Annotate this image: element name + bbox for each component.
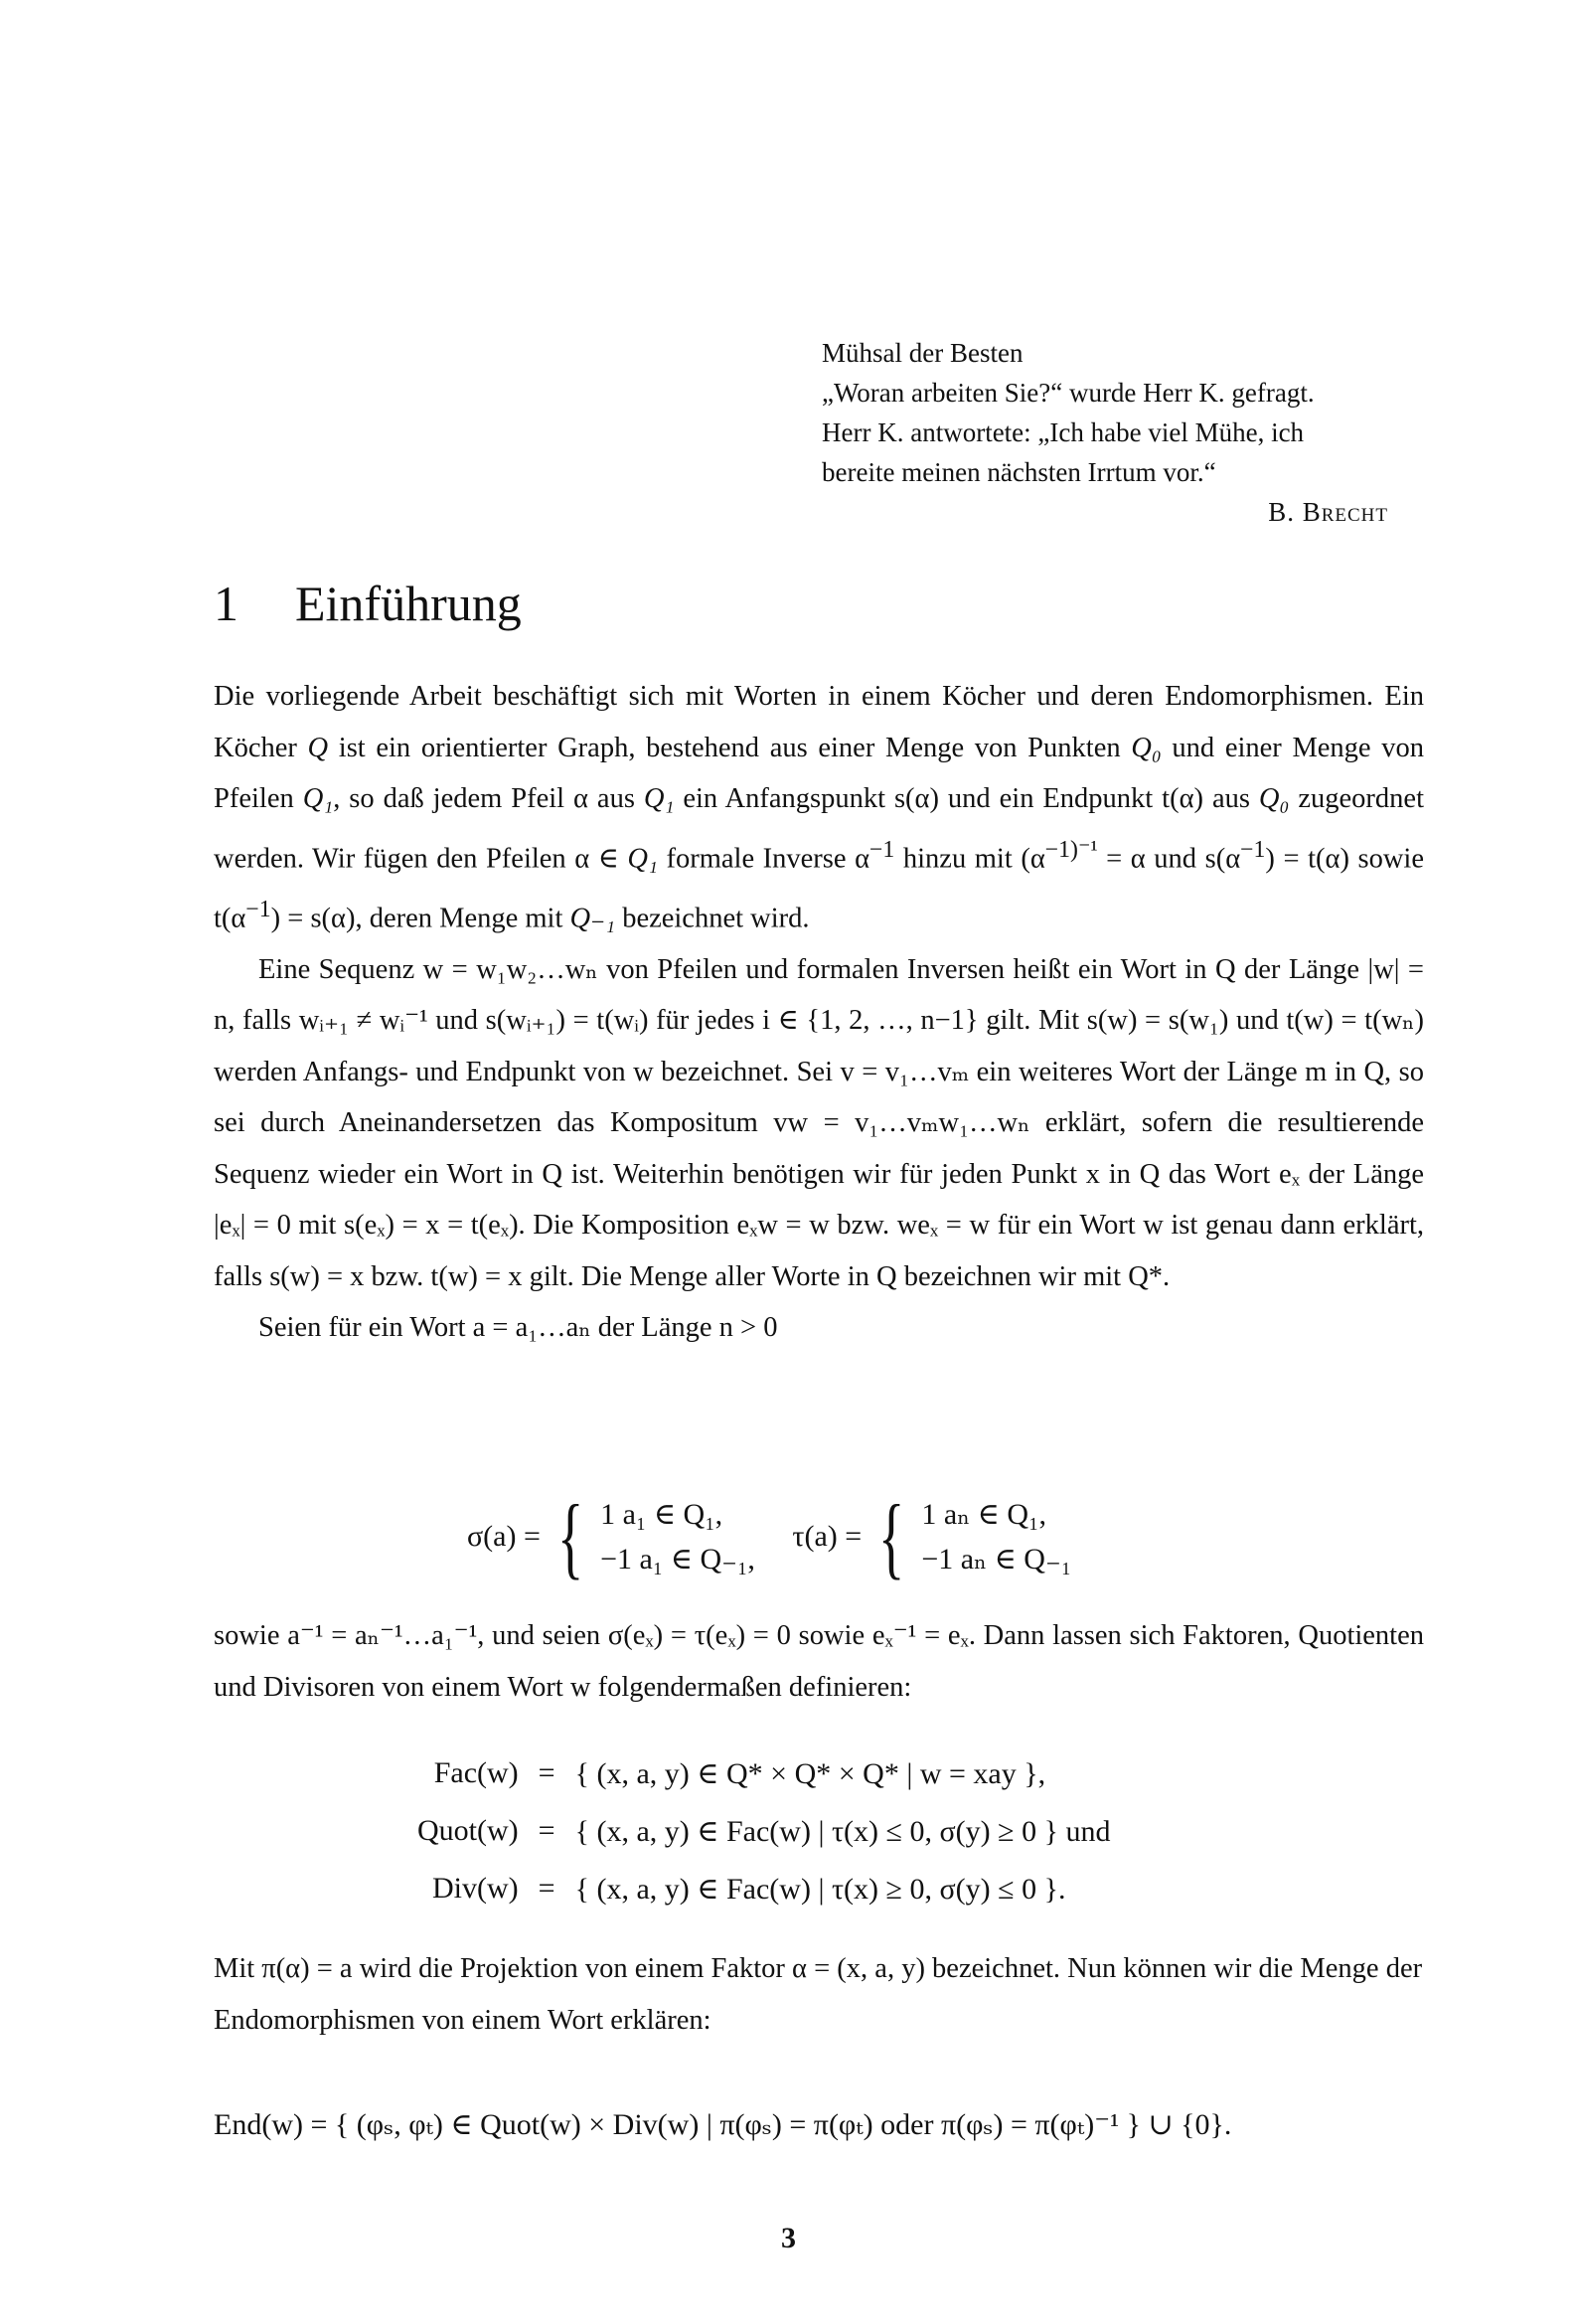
epigraph-line: bereite meinen nächsten Irrtum vor.“: [822, 457, 1216, 487]
definition-row: [407, 1744, 1120, 1802]
text: formale Inverse α: [657, 843, 870, 874]
body-text-2: [214, 1610, 1424, 1713]
definition-row: [407, 1860, 1120, 1917]
definition-lhs: Div(w): [432, 1872, 519, 1905]
definition-row: [407, 1802, 1120, 1860]
page-number: 3: [781, 2222, 796, 2254]
sigma-lhs: σ(a) =: [467, 1520, 541, 1553]
definition-eq: =: [538, 1872, 555, 1905]
math: Q₀: [1258, 783, 1290, 814]
definition-eq: =: [538, 1756, 555, 1789]
epigraph-title: Mühsal der Besten: [822, 338, 1024, 368]
text: bezeichnet wird.: [615, 903, 810, 933]
math: −1)⁻¹: [1044, 836, 1098, 863]
text: und einer Menge von Pfeilen: [214, 732, 1424, 814]
text: ist ein orientierter Graph, bestehend aus einer Menge von Punkten: [328, 732, 1132, 763]
body-text: [214, 671, 1424, 1354]
text: hinzu mit (α: [894, 843, 1045, 874]
endomorphism-formula: End(w) = { (φₛ, φₜ) ∈ Quot(w) × Div(w) | π(φₛ) = π(φₜ) oder π(φₛ) = π(φₜ)⁻¹ } ∪ {0}.: [214, 2108, 1232, 2141]
body-text-3: [214, 1943, 1424, 2046]
math: −1: [869, 836, 895, 863]
math: Q₀: [1131, 732, 1162, 763]
section-heading: [214, 575, 522, 632]
definition-rhs: { (x, a, y) ∈ Fac(w) | τ(x) ≥ 0, σ(y) ≤ 0 }.: [574, 1872, 1066, 1906]
case-row: −1 a₁ ∈ Q₋₁,: [600, 1543, 755, 1576]
text: = α und s(α: [1097, 843, 1241, 874]
text: , so daß jedem Pfeil α aus: [333, 783, 644, 814]
epigraph-author: B. Brecht: [1268, 497, 1388, 527]
case-row: −1 aₙ ∈ Q₋₁: [921, 1543, 1072, 1576]
text: ein Anfangspunkt s(α) und ein Endpunkt t(α) aus: [674, 783, 1259, 814]
section-number: 1: [214, 576, 238, 631]
left-brace-icon: {: [878, 1486, 905, 1587]
epigraph: [822, 333, 1398, 532]
definition-rhs: { (x, a, y) ∈ Q* × Q* × Q* | w = xay },: [574, 1756, 1046, 1790]
math: Q₁: [643, 783, 675, 814]
definition-rhs: { (x, a, y) ∈ Fac(w) | τ(x) ≤ 0, σ(y) ≥ 0 } und: [574, 1814, 1111, 1848]
definitions-table: [407, 1744, 1120, 1917]
text: zugeordnet werden. Wir fügen den Pfeilen α ∈: [214, 783, 1424, 874]
case-row: 1 aₙ ∈ Q₁,: [921, 1498, 1046, 1531]
definition-eq: =: [538, 1814, 555, 1847]
text: ) = t(α) sowie t(α: [214, 843, 1425, 933]
sigma-cases: [600, 1492, 755, 1581]
math: Q₋₁: [569, 903, 616, 933]
paragraph-2: Eine Sequenz w = w₁w₂…wₙ von Pfeilen und formalen Inversen heißt ein Wort in Q der Länge |w| = n, falls wᵢ₊₁ ≠ wᵢ⁻¹ und s(wᵢ₊₁) = t(wᵢ) für jedes i ∈ {1, 2, …, n−1} gilt. Mit s(w) = s(w₁) und t(w) = t(wₙ) werden Anfangs- und Endpunkt von w bezeichnet. Sei v = v₁…vₘ ein weiteres Wort der Länge m in Q, so sei durch Aneinandersetzen das Kompositum vw = v₁…vₘw₁…wₙ erklärt, sofern die resultierende Sequenz wieder ein Wort in Q ist. Weiterhin benötigen wir für jeden Punkt x in Q das Wort eₓ der Länge |eₓ| = 0 mit s(eₓ) = x = t(eₓ). Die Komposition eₓw = w bzw. weₓ = w für ein Wort w ist genau dann erklärt, falls s(w) = x bzw. t(w) = x gilt. Die Menge aller Worte in Q bezeichnen wir mit Q*.: [214, 953, 1424, 1292]
math: −1: [1240, 836, 1266, 863]
math: Q₁: [302, 783, 334, 814]
text: Die vorliegende Arbeit beschäftigt sich mit Worten in einem Köcher und deren Endomorphismen. Ein Köcher: [214, 681, 1424, 763]
definitions: [407, 1744, 1120, 1917]
paragraph-4: sowie a⁻¹ = aₙ⁻¹…a₁⁻¹, und seien σ(eₓ) = τ(eₓ) = 0 sowie eₓ⁻¹ = eₓ. Dann lassen sich Faktoren, Quotienten und Divisoren von einem Wort w folgendermaßen definieren:: [214, 1620, 1424, 1703]
math: Q: [307, 732, 329, 763]
tau-cases: [921, 1492, 1071, 1581]
paragraph-1: [214, 671, 1424, 944]
epigraph-line: Herr K. antwortete: „Ich habe viel Mühe, ich: [822, 417, 1305, 447]
sigma-definition: [467, 1486, 755, 1587]
paragraph-5: Mit π(α) = a wird die Projektion von einem Faktor α = (x, a, y) bezeichnet. Nun können wir die Menge der Endomorphismen von einem Wort erklären:: [214, 1953, 1423, 2036]
paragraph-3: Seien für ein Wort a = a₁…aₙ der Länge n > 0: [258, 1312, 778, 1343]
left-brace-icon: {: [556, 1486, 584, 1587]
case-definitions: [467, 1486, 1101, 1587]
text: ) = s(α), deren Menge mit: [270, 903, 570, 933]
epigraph-line: „Woran arbeiten Sie?“ wurde Herr K. gefragt.: [822, 378, 1315, 408]
definition-lhs: Quot(w): [417, 1814, 519, 1847]
math: −1: [245, 896, 271, 922]
tau-lhs: τ(a) =: [792, 1520, 863, 1553]
case-row: 1 a₁ ∈ Q₁,: [600, 1498, 723, 1531]
section-title: Einführung: [295, 576, 522, 631]
tau-definition: [792, 1486, 1072, 1587]
math: Q₁: [627, 843, 658, 874]
definition-lhs: Fac(w): [433, 1756, 519, 1789]
